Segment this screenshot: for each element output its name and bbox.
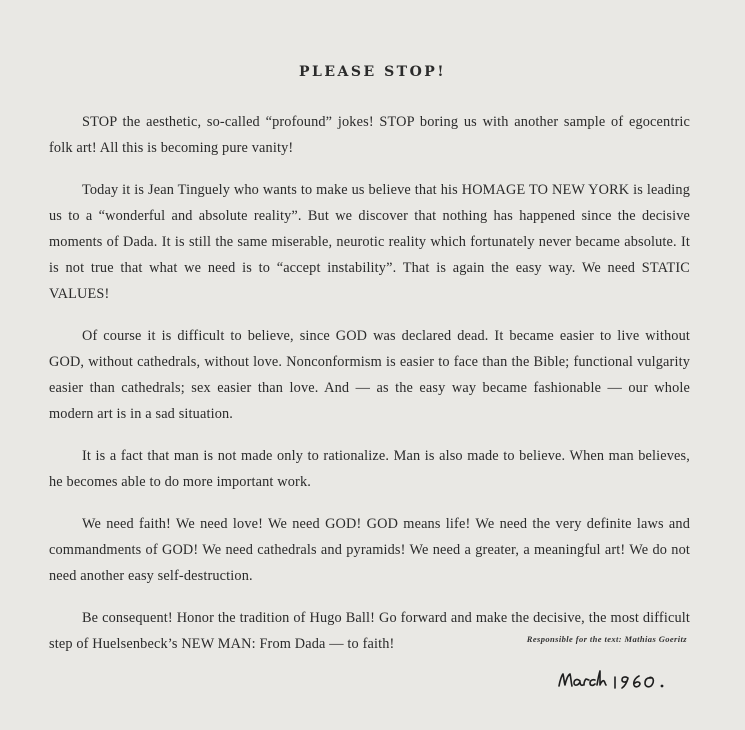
document-body: [49, 109, 690, 673]
paragraph-3: Of course it is difficult to believe, since GOD was declared dead. It became easier to live without GOD, without cathedrals, without love. Nonconformism is easier to face than the Bible; functional vulgarity easier than cathedrals; sex easier than love. And — as the easy way became fashionable — our whole modern art is in a sad situation.: [49, 328, 690, 422]
document-title: PLEASE STOP!: [299, 64, 446, 80]
paragraph-1: STOP the aesthetic, so-called “profound” jokes! STOP boring us with another sample of egocentric folk art! All this is becoming pure vanity!: [49, 114, 690, 156]
handwritten-date-signature: [556, 664, 678, 698]
paragraph-5: We need faith! We need love! We need GOD! GOD means life! We need the very definite laws and commandments of GOD! We need cathedrals and pyramids! We need a greater, a meaningful art! We do not need another easy self-destruction.: [49, 516, 690, 584]
paragraph-2: Today it is Jean Tinguely who wants to make us believe that his HOMAGE TO NEW YORK is leading us to a “wonderful and absolute reality”. But we discover that nothing has happened since the decisive moments of Dada. It is still the same miserable, neurotic reality which fortunately never became absolute. It is not true that what we need is to “accept instability”. That is again the easy way. We need STATIC VALUES!: [49, 182, 690, 302]
paragraph-4: It is a fact that man is not made only to rationalize. Man is also made to believe. When man believes, he becomes able to do more important work.: [49, 448, 690, 490]
paragraph-6: Be consequent! Honor the tradition of Hugo Ball! Go forward and make the decisive, the most difficult step of Huelsenbeck’s NEW MAN: From Dada — to faith!: [49, 610, 690, 652]
text-credit: Responsible for the text: Mathias Goeritz: [526, 634, 687, 644]
